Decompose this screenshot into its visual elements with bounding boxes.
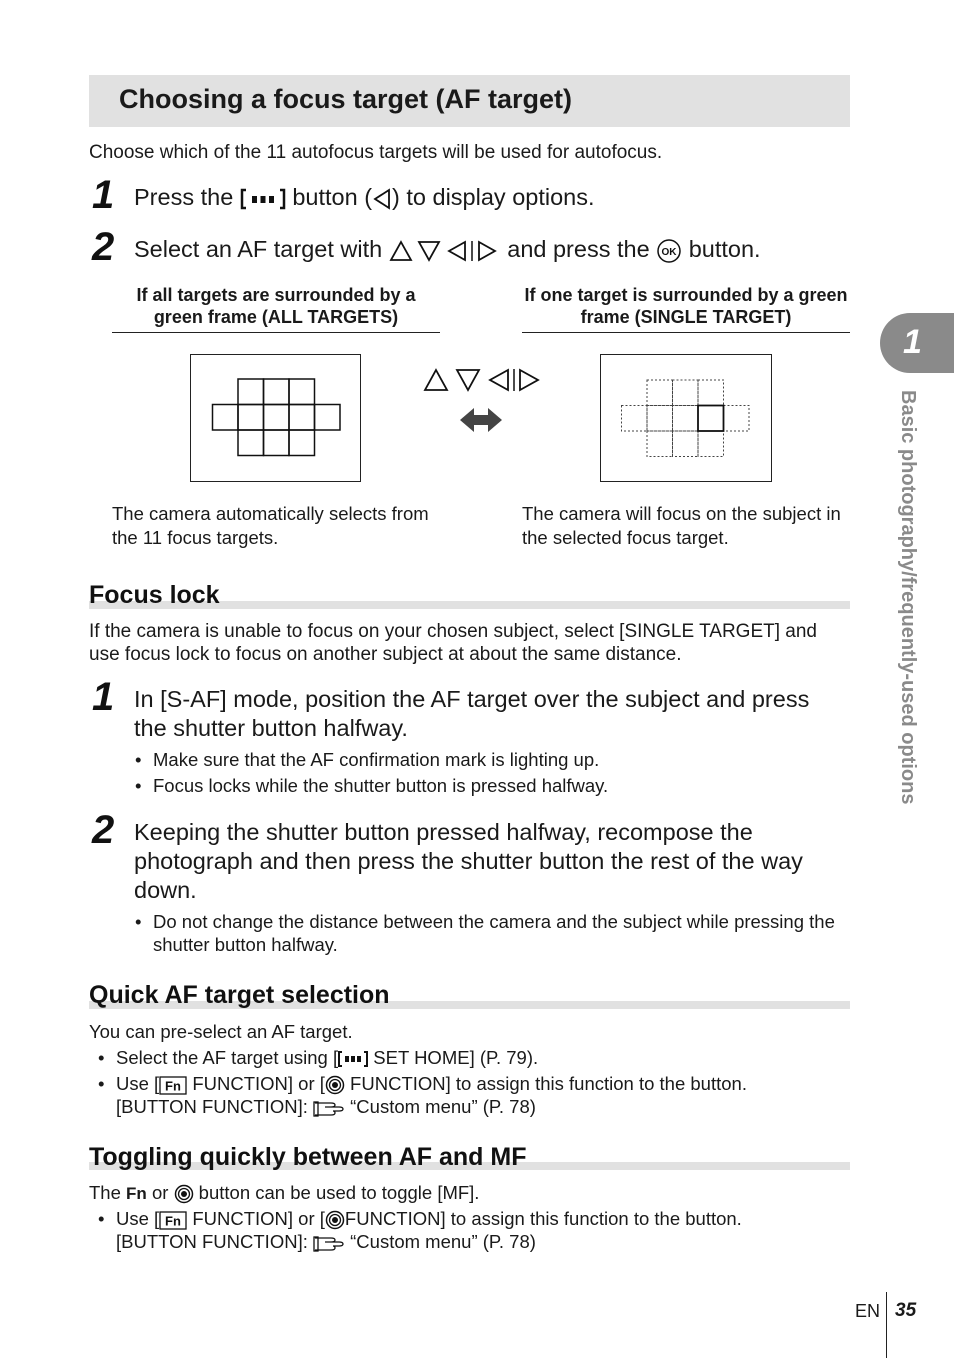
bullet-text: SET HOME] (P. 79). bbox=[368, 1047, 539, 1068]
step-2-text bbox=[134, 235, 761, 264]
chapter-number: 1 bbox=[903, 323, 922, 361]
bullet-text: [BUTTON FUNCTION]: bbox=[116, 1096, 313, 1117]
page-title: Choosing a focus target (AF target) bbox=[119, 84, 573, 114]
bullet-text: “Custom menu” (P. 78) bbox=[345, 1096, 536, 1117]
list-item bbox=[135, 748, 843, 771]
af-target-button-icon bbox=[338, 1050, 368, 1068]
step-1-text bbox=[134, 183, 595, 212]
divider bbox=[522, 332, 850, 333]
af-grid-all bbox=[191, 355, 360, 481]
bullet-text: Select the AF target using [ bbox=[116, 1047, 339, 1068]
bullet-dot: • bbox=[135, 749, 142, 770]
intro-text: Choose which of the 11 autofocus targets will be used for autofocus. bbox=[89, 142, 663, 163]
toggle-intro bbox=[89, 1181, 479, 1205]
list-item bbox=[135, 774, 843, 797]
movie-button-icon bbox=[174, 1184, 194, 1204]
bullet-dot: • bbox=[135, 911, 142, 932]
bullet-text: [BUTTON FUNCTION]: bbox=[116, 1231, 313, 1252]
list-item-continuation bbox=[116, 1095, 536, 1118]
af-target-button-icon bbox=[240, 187, 286, 211]
bullet-dot: • bbox=[98, 1208, 105, 1229]
bullet-dot: • bbox=[135, 775, 142, 796]
step-text-part: button ( bbox=[285, 184, 373, 210]
quick-af-intro: You can pre-select an AF target. bbox=[89, 1021, 353, 1042]
bullet-text: Use [ bbox=[116, 1073, 160, 1094]
focus-lock-intro: If the camera is unable to focus on your chosen subject, select [SINGLE TARGET] and use focus lock to focus on another subject at about the same distance. bbox=[89, 621, 817, 665]
pointing-hand-icon bbox=[313, 1234, 345, 1252]
direction-pad-icon bbox=[389, 239, 501, 263]
left-arrow-icon bbox=[372, 188, 392, 210]
svg-text:Fn: Fn bbox=[165, 1213, 182, 1229]
all-targets-diagram bbox=[190, 354, 361, 482]
bullet-text: Use [ bbox=[116, 1208, 160, 1229]
direction-arrows-icon bbox=[422, 366, 540, 436]
chapter-side-label bbox=[893, 390, 919, 880]
bullet-text: FUNCTION] or [ bbox=[187, 1073, 325, 1094]
list-item-continuation bbox=[116, 1230, 536, 1253]
bullet-text: “Custom menu” (P. 78) bbox=[345, 1231, 536, 1252]
chapter-title: Basic photography/frequently-used options bbox=[897, 390, 919, 805]
all-targets-caption: The camera automatically selects from the 11 focus targets. bbox=[112, 503, 429, 548]
bullet-text: FUNCTION] to assign this function to the button. bbox=[344, 1208, 742, 1229]
language-label: EN bbox=[855, 1301, 881, 1321]
intro-text-part: or bbox=[146, 1182, 174, 1203]
bullet-dot: • bbox=[98, 1073, 105, 1094]
step-text-part: button. bbox=[682, 236, 761, 262]
step-number: 1 bbox=[92, 173, 115, 217]
focus-lock-step-2: Keeping the shutter button pressed halfway, recompose the photograph and then press the shutter button the rest of the way down. bbox=[134, 819, 803, 903]
list-item bbox=[98, 1046, 539, 1069]
quick-af-heading: Quick AF target selection bbox=[89, 981, 390, 1009]
fn-button-label: Fn bbox=[126, 1184, 147, 1203]
list-item bbox=[98, 1072, 747, 1095]
fn-button-icon bbox=[159, 1211, 187, 1230]
page-number: 35 bbox=[895, 1300, 917, 1321]
svg-text:Fn: Fn bbox=[165, 1078, 182, 1094]
single-target-caption: The camera will focus on the subject in the selected focus target. bbox=[522, 503, 841, 548]
intro-text-part: button can be used to toggle [MF]. bbox=[193, 1182, 480, 1203]
movie-button-icon bbox=[325, 1075, 345, 1095]
af-grid-single bbox=[601, 355, 771, 481]
list-item bbox=[135, 910, 851, 956]
movie-button-icon bbox=[325, 1210, 345, 1230]
list-item bbox=[98, 1207, 742, 1230]
svg-text:OK: OK bbox=[661, 246, 677, 258]
bullet-text: Make sure that the AF confirmation mark is lighting up. bbox=[153, 749, 600, 770]
single-target-diagram bbox=[600, 354, 772, 482]
step-number: 2 bbox=[92, 225, 115, 269]
step-text-part: Press the bbox=[134, 184, 240, 210]
selected-target bbox=[698, 406, 724, 432]
pointing-hand-icon bbox=[313, 1099, 345, 1117]
bullet-text: FUNCTION] or [ bbox=[187, 1208, 325, 1229]
bullet-text: Focus locks while the shutter button is pressed halfway. bbox=[153, 775, 609, 796]
bullet-text: FUNCTION] to assign this function to the button. bbox=[344, 1073, 747, 1094]
focus-lock-heading: Focus lock bbox=[89, 581, 220, 609]
step-number: 2 bbox=[92, 808, 115, 852]
step-text-part: Select an AF target with bbox=[134, 236, 389, 262]
intro-text-part: The bbox=[89, 1182, 127, 1203]
toggle-heading: Toggling quickly between AF and MF bbox=[89, 1143, 527, 1171]
footer-divider bbox=[886, 1292, 887, 1358]
bullet-dot: • bbox=[98, 1047, 105, 1068]
step-number: 1 bbox=[92, 675, 115, 719]
step-text-part: ) to display options. bbox=[392, 184, 595, 210]
all-targets-heading: If all targets are surrounded by a green frame (ALL TARGETS) bbox=[136, 285, 416, 327]
fn-button-icon bbox=[159, 1076, 187, 1095]
bullet-text: Do not change the distance between the camera and the subject while pressing the shutter button halfway. bbox=[153, 911, 835, 955]
ok-button-icon bbox=[656, 238, 682, 264]
single-target-heading: If one target is surrounded by a green frame (SINGLE TARGET) bbox=[524, 285, 848, 327]
focus-lock-step-1: In [S-AF] mode, position the AF target over the subject and press the shutter button halfway. bbox=[134, 686, 810, 741]
divider bbox=[112, 332, 440, 333]
step-text-part: and press the bbox=[500, 236, 657, 262]
